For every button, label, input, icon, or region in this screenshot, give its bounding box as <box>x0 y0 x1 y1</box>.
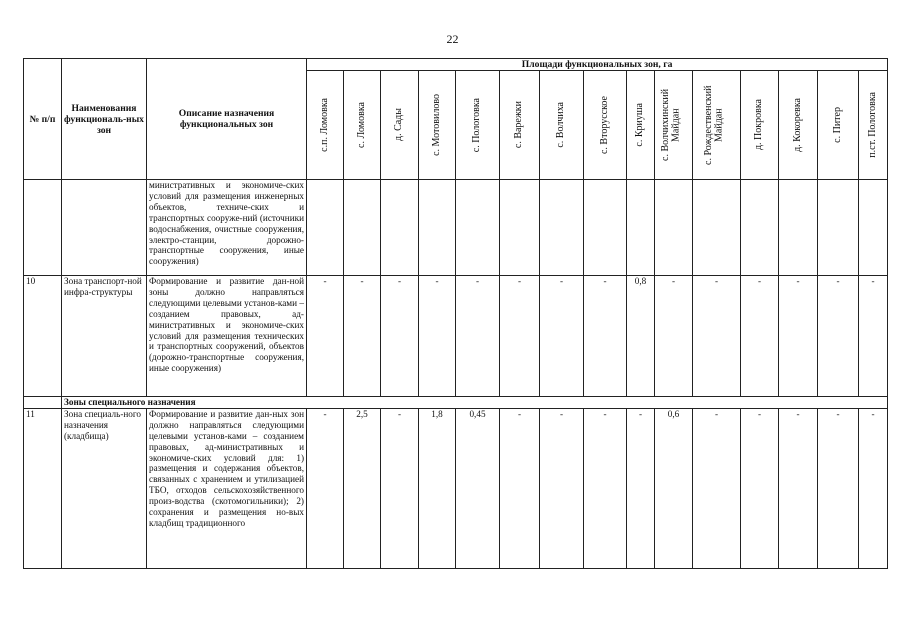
section-heading: Зоны специального назначения <box>62 397 888 409</box>
row-value: - <box>818 408 859 568</box>
row-value: - <box>693 408 741 568</box>
row-value <box>655 180 693 276</box>
header-row-group <box>24 59 888 71</box>
functional-zones-table <box>23 58 888 569</box>
header-settlement: с. Волчихинский Майдан <box>655 71 693 180</box>
row-value <box>584 180 627 276</box>
row-value <box>818 180 859 276</box>
header-description: Описание назначения функциональных зон <box>147 59 307 180</box>
row-value: 1,8 <box>419 408 456 568</box>
row-value: - <box>540 276 584 397</box>
row-value <box>693 180 741 276</box>
row-value: - <box>381 408 419 568</box>
header-settlement: с. Криуша <box>627 71 655 180</box>
header-num: № п/п <box>24 59 62 180</box>
row-value <box>540 180 584 276</box>
header-settlement: с. Варежки <box>500 71 540 180</box>
row-value: 2,5 <box>344 408 381 568</box>
row-value: - <box>307 276 344 397</box>
row-value: - <box>500 408 540 568</box>
row-value: - <box>381 276 419 397</box>
header-areas-group: Площади функциональных зон, га <box>307 59 888 71</box>
row-value: - <box>859 276 888 397</box>
header-settlement: с. Мотовилово <box>419 71 456 180</box>
header-settlement: с. Волчиха <box>540 71 584 180</box>
row-zone-name: Зона транспорт-ной инфра-структуры <box>62 276 147 397</box>
header-settlement: с. Вторусское <box>584 71 627 180</box>
row-value <box>500 180 540 276</box>
header-settlement: п.ст. Пологовка <box>859 71 888 180</box>
row-value: - <box>584 276 627 397</box>
row-description: Формирование и развитие дан-ной зоны должно направляться следующими целевыми установ-ками – созданием правовых, ад-министративных и экономиче-ских условий для размещения технических и транспортных сооружений, объектов (дорожно-транспортные сооружения, иные сооружения) <box>147 276 307 397</box>
header-settlement: с.п. Ломовка <box>307 71 344 180</box>
section-row <box>24 397 888 409</box>
row-value: - <box>307 408 344 568</box>
table-row <box>24 180 888 276</box>
row-num <box>24 180 62 276</box>
row-value <box>859 180 888 276</box>
page-number: 22 <box>446 32 459 46</box>
row-num: 11 <box>24 408 62 568</box>
header-zone-name: Наименования функциональ-ных зон <box>62 59 147 180</box>
row-description: министративных и экономиче-ских условий для размещения инженерных объектов, техниче-ских и транспортных сооруже-ний (источники водоснабжения, очистные сооружения, электро-станции, дорожно-транспортные сооружения, иные сооружения) <box>147 180 307 276</box>
row-value: - <box>859 408 888 568</box>
row-value: - <box>693 276 741 397</box>
row-value <box>779 180 818 276</box>
row-value: - <box>584 408 627 568</box>
table-row <box>24 276 888 397</box>
header-settlement: д. Покровка <box>741 71 779 180</box>
row-value: - <box>419 276 456 397</box>
header-settlement: с. Рождественский Майдан <box>693 71 741 180</box>
row-value: - <box>540 408 584 568</box>
row-value: 0,6 <box>655 408 693 568</box>
row-value: - <box>456 276 500 397</box>
row-value <box>344 180 381 276</box>
row-num: 10 <box>24 276 62 397</box>
header-settlement: с. Ломовка <box>344 71 381 180</box>
header-settlement: с. Питер <box>818 71 859 180</box>
row-value: - <box>779 408 818 568</box>
header-settlement: д. Сады <box>381 71 419 180</box>
table-row <box>24 408 888 568</box>
row-value <box>741 180 779 276</box>
row-value: - <box>627 408 655 568</box>
row-value: - <box>741 408 779 568</box>
row-value <box>381 180 419 276</box>
row-value: 0,8 <box>627 276 655 397</box>
row-value <box>627 180 655 276</box>
row-value <box>456 180 500 276</box>
row-value: - <box>500 276 540 397</box>
row-value <box>307 180 344 276</box>
row-value: 0,45 <box>456 408 500 568</box>
row-description: Формирование и развитие дан-ных зон должно направляться следующими целевыми установ-ками – созданием правовых, ад-министративных и экономиче-ских условий для: 1) размещения и содержания объектов, связанных с хранением и утилизацией ТБО, отходов сельскохозяйственного произ-водства (скотомогильники); 2) сохранения и размещения но-вых кладбищ традиционного <box>147 408 307 568</box>
row-zone-name: Зона специаль-ного назначения (кладбища) <box>62 408 147 568</box>
row-value: - <box>779 276 818 397</box>
row-zone-name <box>62 180 147 276</box>
row-value: - <box>344 276 381 397</box>
header-settlement: с. Пологовка <box>456 71 500 180</box>
row-value: - <box>741 276 779 397</box>
row-value: - <box>655 276 693 397</box>
row-value <box>419 180 456 276</box>
row-value: - <box>818 276 859 397</box>
header-settlement: д. Кокоревка <box>779 71 818 180</box>
